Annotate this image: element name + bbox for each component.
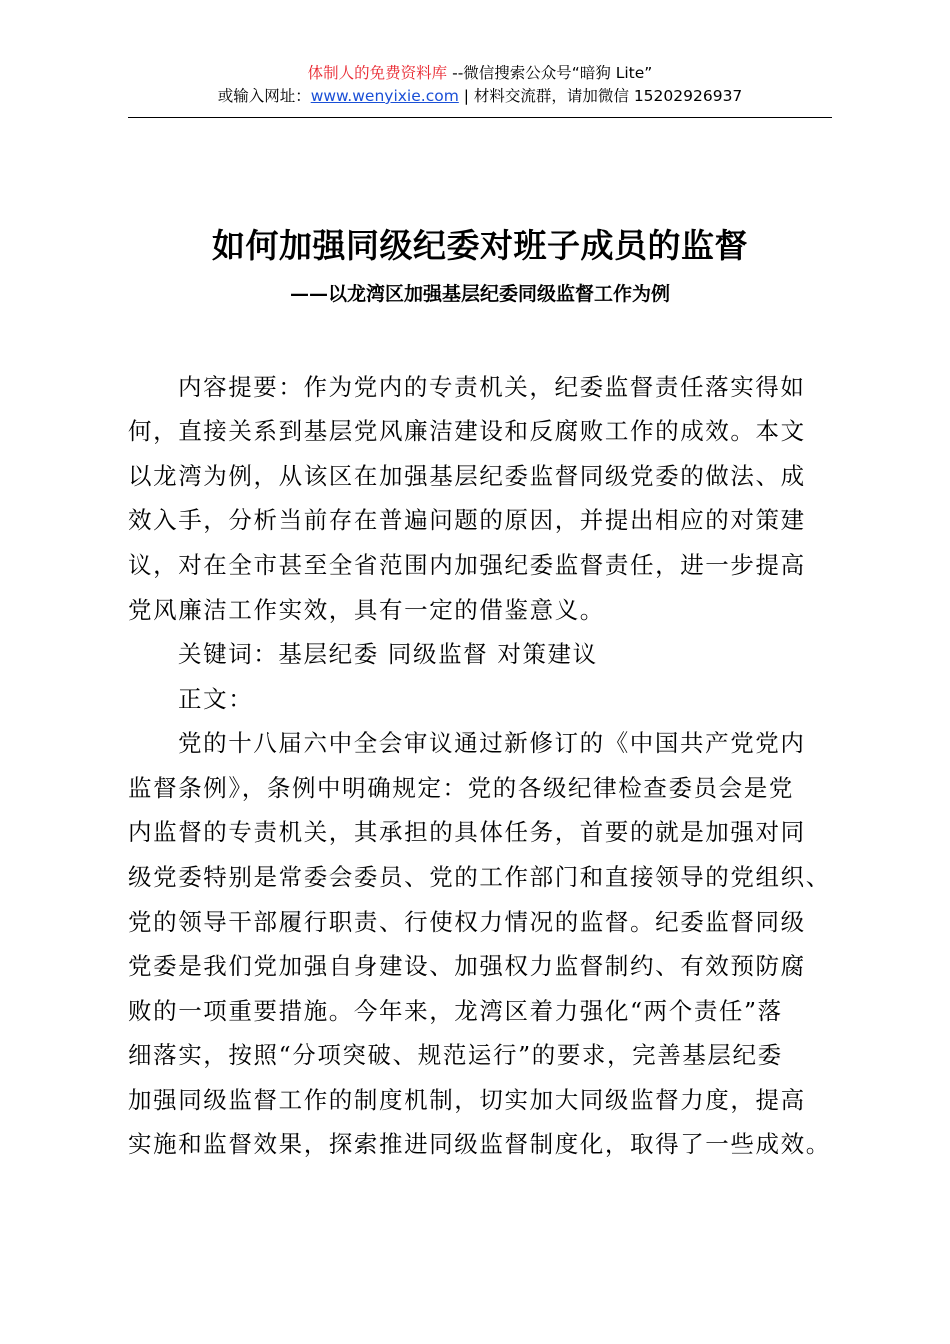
abstract-line: 效入手，分析当前存在普遍问题的原因，并提出相应的对策建 [128,506,806,534]
body-line: 党的十八届六中全会审议通过新修订的《中国共产党党内 [178,729,806,757]
body-line: 党委是我们党加强自身建设、加强权力监督制约、有效预防腐 [128,952,806,980]
body-line: 实施和监督效果，探索推进同级监督制度化，取得了一些成效。 [128,1130,831,1158]
body-heading: 正文： [178,685,254,713]
keywords-line: 关键词：基层纪委 同级监督 对策建议 [178,640,598,668]
document-title: 如何加强同级纪委对班子成员的监督 [212,226,748,265]
header-brand: 体制人的免费资料库 [307,64,448,82]
abstract-line: 以龙湾为例，从该区在加强基层纪委监督同级党委的做法、成 [128,462,806,490]
header-promo: --微信搜索公众号“暗狗 Lite” [447,64,653,82]
document-subtitle: ——以龙湾区加强基层纪委同级监督工作为例 [289,283,670,305]
abstract-line: 内容提要：作为党内的专责机关，纪委监督责任落实得如 [178,373,806,401]
body-line: 监督条例》，条例中明确规定：党的各级纪律检查委员会是党 [128,774,794,802]
header-contact: | 材料交流群，请加微信 15202926937 [458,87,743,105]
body-line: 细落实，按照“分项突破、规范运行”的要求，完善基层纪委 [128,1041,783,1069]
header-contact-line [128,85,832,107]
body-line: 党的领导干部履行职责、行使权力情况的监督。纪委监督同级 [128,908,806,936]
abstract-line: 议，对在全市甚至全省范围内加强纪委监督责任，进一步提高 [128,551,806,579]
abstract-line: 党风廉洁工作实效，具有一定的借鉴意义。 [128,596,605,624]
header-promo-line [128,62,832,84]
body-line: 加强同级监督工作的制度机制，切实加大同级监督力度，提高 [128,1086,806,1114]
body-line: 内监督的专责机关，其承担的具体任务，首要的就是加强对同 [128,818,806,846]
website-link[interactable]: www.wenyixie.com [310,87,459,105]
abstract-line: 何，直接关系到基层党风廉洁建设和反腐败工作的成效。本文 [128,417,806,445]
body-line: 级党委特别是常委会委员、党的工作部门和直接领导的党组织、 [128,863,831,891]
header-site-prefix: 或输入网址： [217,87,311,105]
header-divider [128,117,832,118]
page-header [128,62,832,107]
body-line: 败的一项重要措施。今年来，龙湾区着力强化“两个责任”落 [128,997,783,1025]
